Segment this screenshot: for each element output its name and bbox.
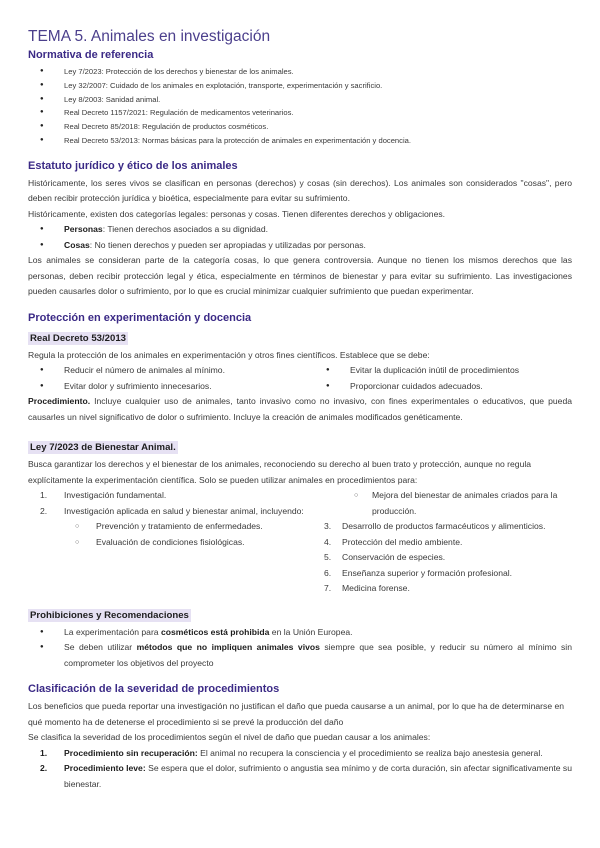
term-text: : Tienen derechos asociados a su dignidad.	[102, 224, 269, 235]
normativa-list	[28, 65, 572, 148]
term: Procedimiento.	[28, 396, 91, 407]
subheading-ley-7-2023: Ley 7/2023 de Bienestar Animal.	[30, 442, 176, 454]
heading-clasificacion: Clasificación de la severidad de procedimientos	[28, 683, 280, 696]
categories-list	[28, 222, 572, 253]
ley-right-column	[324, 488, 590, 597]
item-text: Medicina forense.	[342, 583, 410, 594]
severity-list	[28, 746, 572, 793]
paragraph: Los animales se consideran parte de la categoría cosas, lo que genera controversia. Aunque no tienen los mismos derechos que las personas, deben recibir protección legal y ética, especialmente en términos de bienestar y para evitar su sufrimiento. Las investigaciones pueden causarles dolor o sufrimiento, por lo que es crucial minimizar cualquier sufrimiento que puedan experimentar.	[28, 255, 572, 297]
item-text: Conservación de especies.	[342, 552, 446, 563]
item-number: 1.	[40, 490, 48, 501]
term: Personas	[64, 224, 103, 235]
subheading-real-decreto: Real Decreto 53/2013	[30, 332, 126, 344]
list-item: ● Reducir el número de animales al mínimo.	[28, 363, 328, 379]
paragraph: Históricamente, existen dos categorías legales: personas y cosas. Tienen diferentes derechos y obligaciones.	[28, 208, 446, 219]
term: Cosas	[64, 239, 90, 250]
ley-list-left	[28, 488, 328, 519]
list-item	[324, 581, 590, 597]
list-item: ○ Mejora del bienestar de animales criados para la producción.	[324, 488, 590, 519]
item-text: Investigación fundamental.	[64, 490, 167, 501]
text: La experimentación para	[64, 626, 161, 637]
list-item	[28, 761, 572, 792]
heading-estatuto: Estatuto jurídico y ético de los animales	[28, 159, 238, 172]
list-item: ● Evitar dolor y sufrimiento innecesarios.	[28, 379, 328, 395]
list-item	[324, 535, 590, 551]
page-title: TEMA 5. Animales en investigación	[28, 28, 271, 45]
term-text: : No tienen derechos y pueden ser apropiadas y utilizadas por personas.	[89, 239, 366, 250]
item-number: 2.	[40, 505, 48, 516]
item-text: Enseñanza superior y formación profesional.	[342, 567, 513, 578]
term-text: El animal no recupera la consciencia y el procedimiento se realiza bajo anestesia general.	[197, 747, 543, 758]
list-item	[28, 625, 572, 641]
emphasis: cosméticos está prohibida	[160, 626, 270, 637]
prohibiciones-list	[28, 625, 572, 672]
item-number: 2.	[40, 763, 48, 774]
term: Procedimiento sin recuperación:	[64, 747, 198, 758]
section-estatuto	[28, 160, 572, 300]
text: siempre que sea posible, y reducir su número al mínimo sin comprometer los objetivos del proyecto	[64, 642, 572, 668]
ley-sublist-left	[28, 519, 328, 550]
term-text: Incluye cualquier uso de animales, tanto invasivo como no invasivo, con fines experimentales o educativos, que pueda causarles un nivel significativo de dolor o sufrimiento. Incluye la creación de animales modificados genéticamente.	[28, 396, 572, 422]
section-clasificacion	[28, 683, 572, 792]
item-number: 7.	[324, 583, 332, 594]
paragraph: Los beneficios que pueda reportar una investigación no justifican el daño que pueda causarse a un animal, por lo que ha de determinarse en qué momento ha de detenerse el procedimiento si se prevé la producción del daño	[28, 701, 565, 727]
section-normativa	[28, 49, 572, 148]
item-text: Desarrollo de productos farmacéuticos y alimenticios.	[342, 521, 546, 532]
ley-two-column-list	[28, 488, 572, 597]
list-item: ● Real Decreto 85/2018: Regulación de productos cosméticos.	[28, 120, 572, 134]
list-item	[324, 550, 590, 566]
term-text: Se espera que el dolor, sufrimiento o angustia sea mínimo y de corta duración, sin afectar significativamente su bienestar.	[64, 763, 572, 789]
ley-sublist-right	[324, 488, 590, 519]
item-number: 5.	[324, 552, 332, 563]
paragraph: Busca garantizar los derechos y el bienestar de los animales, reconociendo su derecho al buen trato y protección, aunque no regula explícitamente la experimentación científica. Solo se pueden utilizar animales en procedimientos para:	[28, 459, 532, 485]
ley-list-right	[324, 519, 590, 597]
subheading-prohibiciones: Prohibiciones y Recomendaciones	[30, 609, 189, 621]
list-item: ● Real Decreto 53/2013: Normas básicas para la protección de animales en experimentación y docencia.	[28, 134, 572, 148]
list-item	[324, 519, 590, 535]
list-item: ● Real Decreto 1157/2021: Regulación de medicamentos veterinarios.	[28, 106, 572, 120]
paragraph: Históricamente, los seres vivos se clasifican en personas (derechos) y cosas (sin derechos). Los animales son considerados "cosas", pero deben recibir protección jurídica y bioética, especialmente para evitar su sufrimiento.	[28, 177, 572, 204]
list-item: ● Evitar la duplicación inútil de procedimientos	[314, 363, 578, 379]
rd-list-right	[314, 363, 578, 394]
list-item: ● Proporcionar cuidados adecuados.	[314, 379, 578, 395]
list-item	[28, 488, 328, 504]
list-item: ● Ley 32/2007: Cuidado de los animales en explotación, transporte, experimentación y sacrificio.	[28, 79, 572, 93]
paragraph	[28, 394, 572, 425]
text: Se deben utilizar	[64, 642, 137, 653]
list-item: ● Ley 8/2003: Sanidad animal.	[28, 93, 572, 107]
list-item	[28, 504, 328, 520]
list-item	[28, 640, 572, 671]
list-item	[324, 566, 590, 582]
item-number: 3.	[324, 521, 332, 532]
text: en la Unión Europea.	[269, 626, 353, 637]
list-item	[28, 222, 572, 238]
emphasis: métodos que no impliquen animales vivos	[136, 642, 320, 653]
item-text: Investigación aplicada en salud y bienestar animal, incluyendo:	[64, 505, 304, 516]
heading-proteccion: Protección en experimentación y docencia	[28, 311, 252, 324]
rd-two-column-list	[28, 363, 572, 394]
item-number: 1.	[40, 747, 48, 758]
list-item	[28, 746, 572, 762]
term: Procedimiento leve:	[64, 763, 146, 774]
item-text: Protección del medio ambiente.	[342, 536, 463, 547]
item-number: 4.	[324, 536, 332, 547]
list-item: ○ Evaluación de condiciones fisiológicas.	[28, 535, 328, 551]
item-number: 6.	[324, 567, 332, 578]
section-proteccion	[28, 312, 572, 672]
list-item: ● Ley 7/2023: Protección de los derechos y bienestar de los animales.	[28, 65, 572, 79]
paragraph: Regula la protección de los animales en experimentación y otros fines científicos. Establece que se debe:	[28, 349, 430, 360]
list-item: ○ Prevención y tratamiento de enfermedades.	[28, 519, 328, 535]
list-item	[28, 238, 572, 254]
paragraph: Se clasifica la severidad de los procedimientos según el nivel de daño que puedan causar a los animales:	[28, 732, 431, 743]
rd-list-left	[28, 363, 328, 394]
heading-normativa: Normativa de referencia	[28, 49, 154, 61]
ley-left-column	[28, 488, 328, 597]
